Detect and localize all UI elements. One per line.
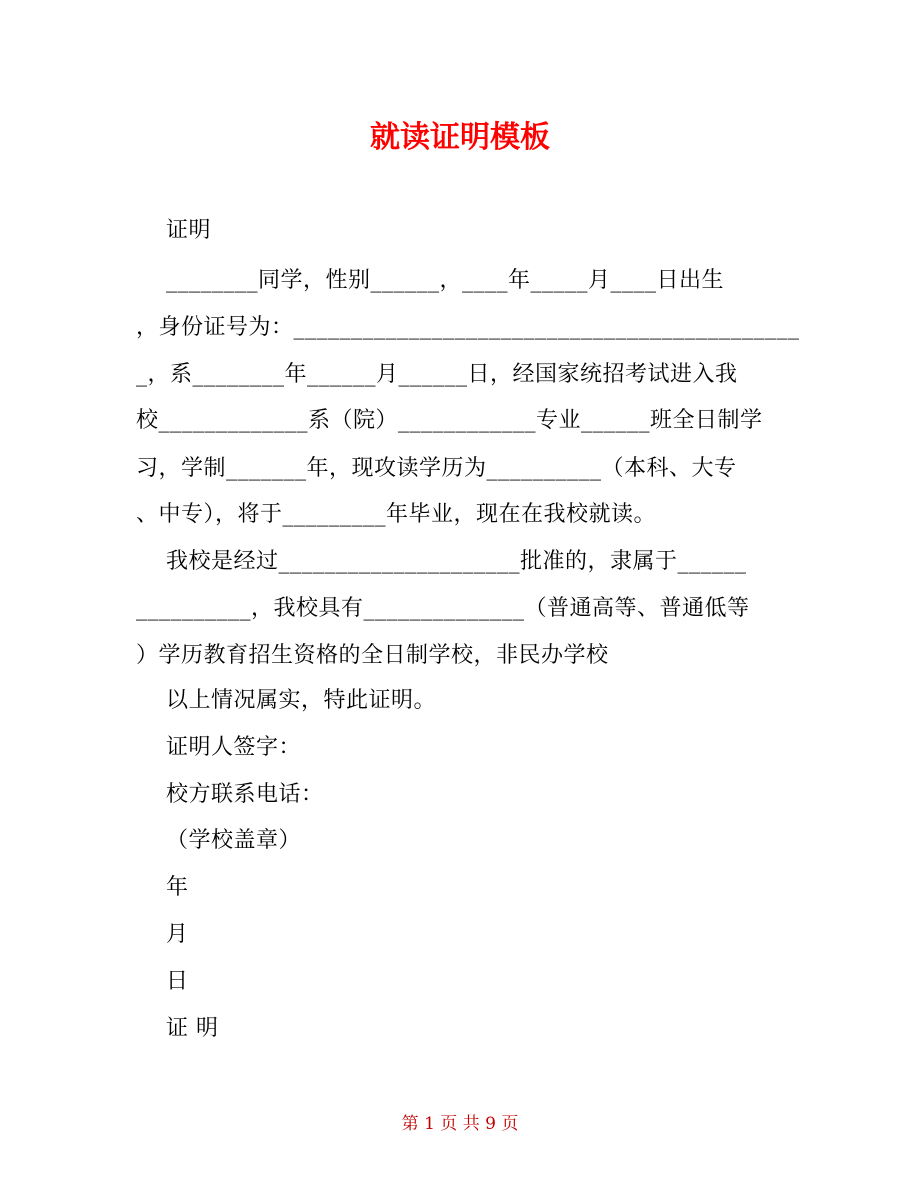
body-line: 年 bbox=[136, 875, 189, 900]
body-line: _，系________年______月______日，经国家统招考试进入我 bbox=[136, 362, 738, 387]
document-title: 就读证明模板 bbox=[370, 120, 550, 155]
body-line: 证明人签字： bbox=[136, 735, 301, 760]
body-line: 月 bbox=[136, 922, 189, 947]
body-line: 、中专），将于_________年毕业，现在在我校就读。 bbox=[136, 502, 657, 527]
body-line: 校_____________系（院）____________专业______班全日制学 bbox=[136, 408, 763, 433]
body-line: 证 明 bbox=[136, 1016, 219, 1041]
body-line: 我校是经过_____________________批准的，隶属于______ bbox=[136, 549, 747, 574]
body-line: （学校盖章） bbox=[136, 828, 301, 853]
body-line: ，身份证号为：____________________________________________ bbox=[136, 315, 800, 340]
page-footer: 第 1 页 共 9 页 bbox=[401, 1114, 519, 1134]
body-line: 习，学制_______年，现攻读学历为__________（本科、大专 bbox=[136, 456, 737, 481]
body-line: __________，我校具有______________（普通高等、普通低等 bbox=[136, 596, 750, 621]
body-line: 以上情况属实，特此证明。 bbox=[136, 688, 436, 713]
body-line: ________同学，性别______，____年_____月____日出生 bbox=[136, 268, 724, 293]
body-line: 日 bbox=[136, 969, 189, 994]
body-line: ）学历教育招生资格的全日制学校，非民办学校 bbox=[136, 643, 609, 668]
body-line: 校方联系电话： bbox=[136, 782, 324, 807]
body-line: 证明 bbox=[136, 218, 211, 243]
